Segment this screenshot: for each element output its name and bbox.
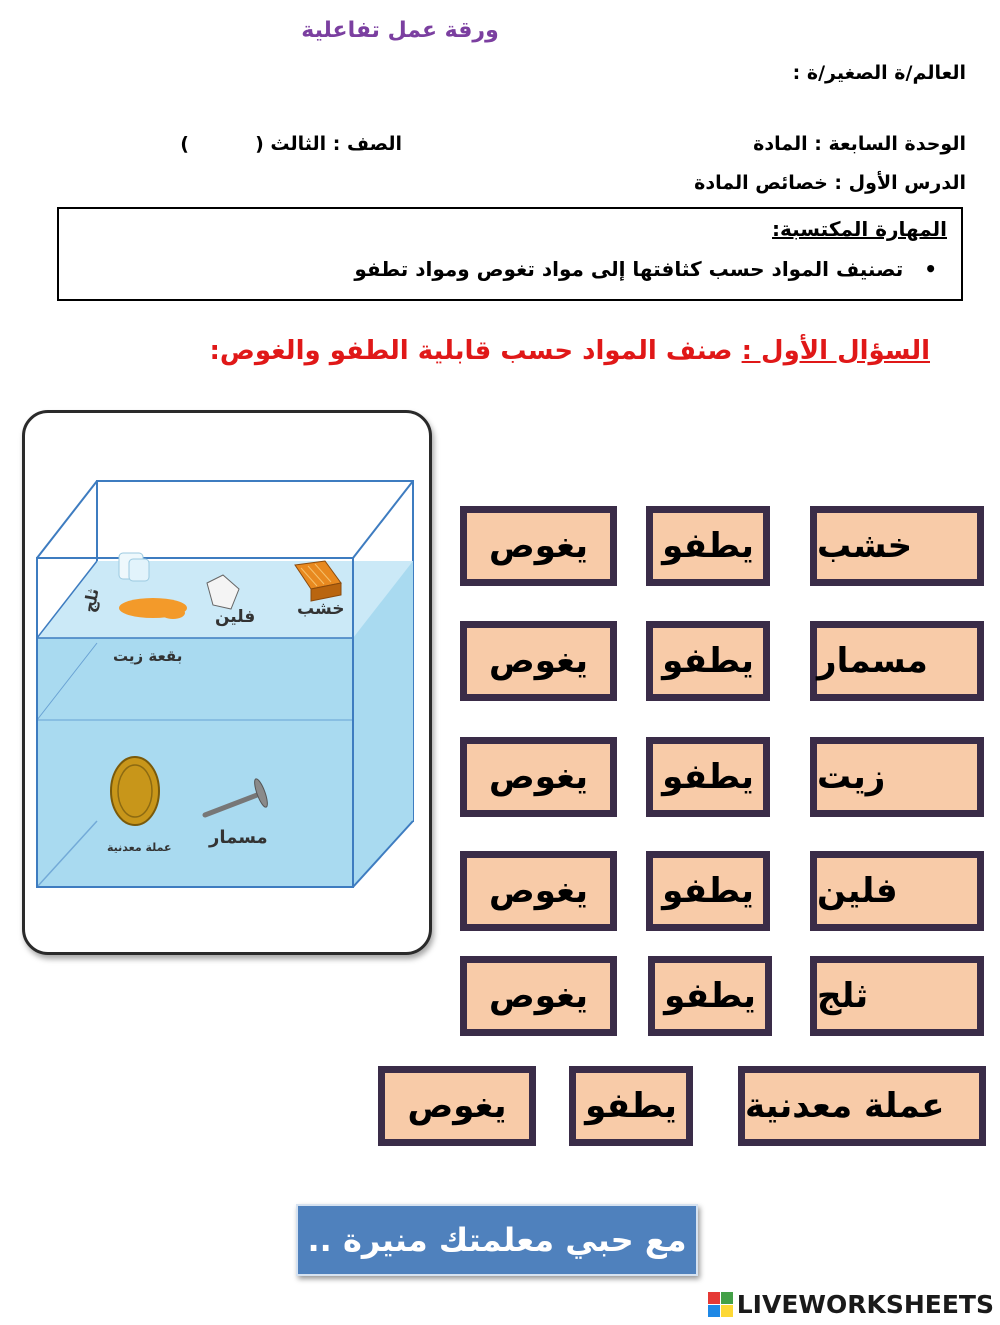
material-card-ice[interactable]: ثلج (810, 956, 984, 1036)
tank-label-oil: بقعة زيت (113, 647, 183, 665)
sink-option[interactable]: يغوص (378, 1066, 536, 1146)
question-text: صنف المواد حسب قابلية الطفو والغوص: (209, 336, 742, 366)
coin-icon (111, 757, 159, 825)
skill-title: المهارة المكتسبة: (772, 217, 947, 241)
tank-label-cork: فلين (215, 607, 256, 627)
unit-label: الوحدة السابعة : المادة (753, 133, 966, 155)
skill-box (57, 207, 963, 301)
material-card-coin[interactable]: عملة معدنية (738, 1066, 986, 1146)
skill-text: تصنيف المواد حسب كثافتها إلى مواد تغوص ومواد تطفو (354, 257, 904, 281)
brand-text: LIVEWORKSHEETS (736, 1290, 994, 1319)
float-option[interactable]: يطفو (648, 956, 772, 1036)
teacher-message-banner: مع حبي معلمتك منيرة .. (296, 1204, 698, 1276)
sink-option[interactable]: يغوص (460, 621, 617, 701)
tank-label-ice: ثلج (79, 586, 103, 615)
question-title (209, 336, 930, 366)
float-option[interactable]: يطفو (646, 851, 770, 931)
grade-label: الصف : الثالث ( ) (180, 133, 402, 155)
sink-option[interactable]: يغوص (460, 737, 617, 817)
material-card-wood[interactable]: خشب (810, 506, 984, 586)
edge (37, 481, 97, 558)
oil-spot-icon (161, 607, 185, 619)
tank-svg (25, 413, 429, 952)
liveworksheets-brand (708, 1290, 994, 1319)
tank-label-wood: خشب (297, 599, 345, 619)
float-option[interactable]: يطفو (569, 1066, 693, 1146)
skill-item (354, 257, 937, 281)
sink-option[interactable]: يغوص (460, 851, 617, 931)
material-card-oil[interactable]: زيت (810, 737, 984, 817)
bullet: • (924, 257, 937, 281)
float-option[interactable]: يطفو (646, 737, 770, 817)
tank-label-coin: عملة معدنية (107, 841, 172, 854)
lesson-label: الدرس الأول : خصائص المادة (694, 172, 966, 194)
question-prefix: السؤال الأول : (741, 336, 930, 366)
material-card-cork[interactable]: فلين (810, 851, 984, 931)
tank-illustration (22, 410, 432, 955)
float-option[interactable]: يطفو (646, 506, 770, 586)
edge (353, 481, 413, 558)
float-option[interactable]: يطفو (646, 621, 770, 701)
worksheet-title: ورقة عمل تفاعلية (301, 18, 499, 43)
sink-option[interactable]: يغوص (460, 956, 617, 1036)
sink-option[interactable]: يغوص (460, 506, 617, 586)
liveworksheets-logo-icon (708, 1292, 733, 1317)
tank-label-nail: مسمار (209, 827, 268, 848)
student-name-label: العالم/ة الصغير/ة : (792, 62, 966, 84)
material-card-nail[interactable]: مسمار (810, 621, 984, 701)
